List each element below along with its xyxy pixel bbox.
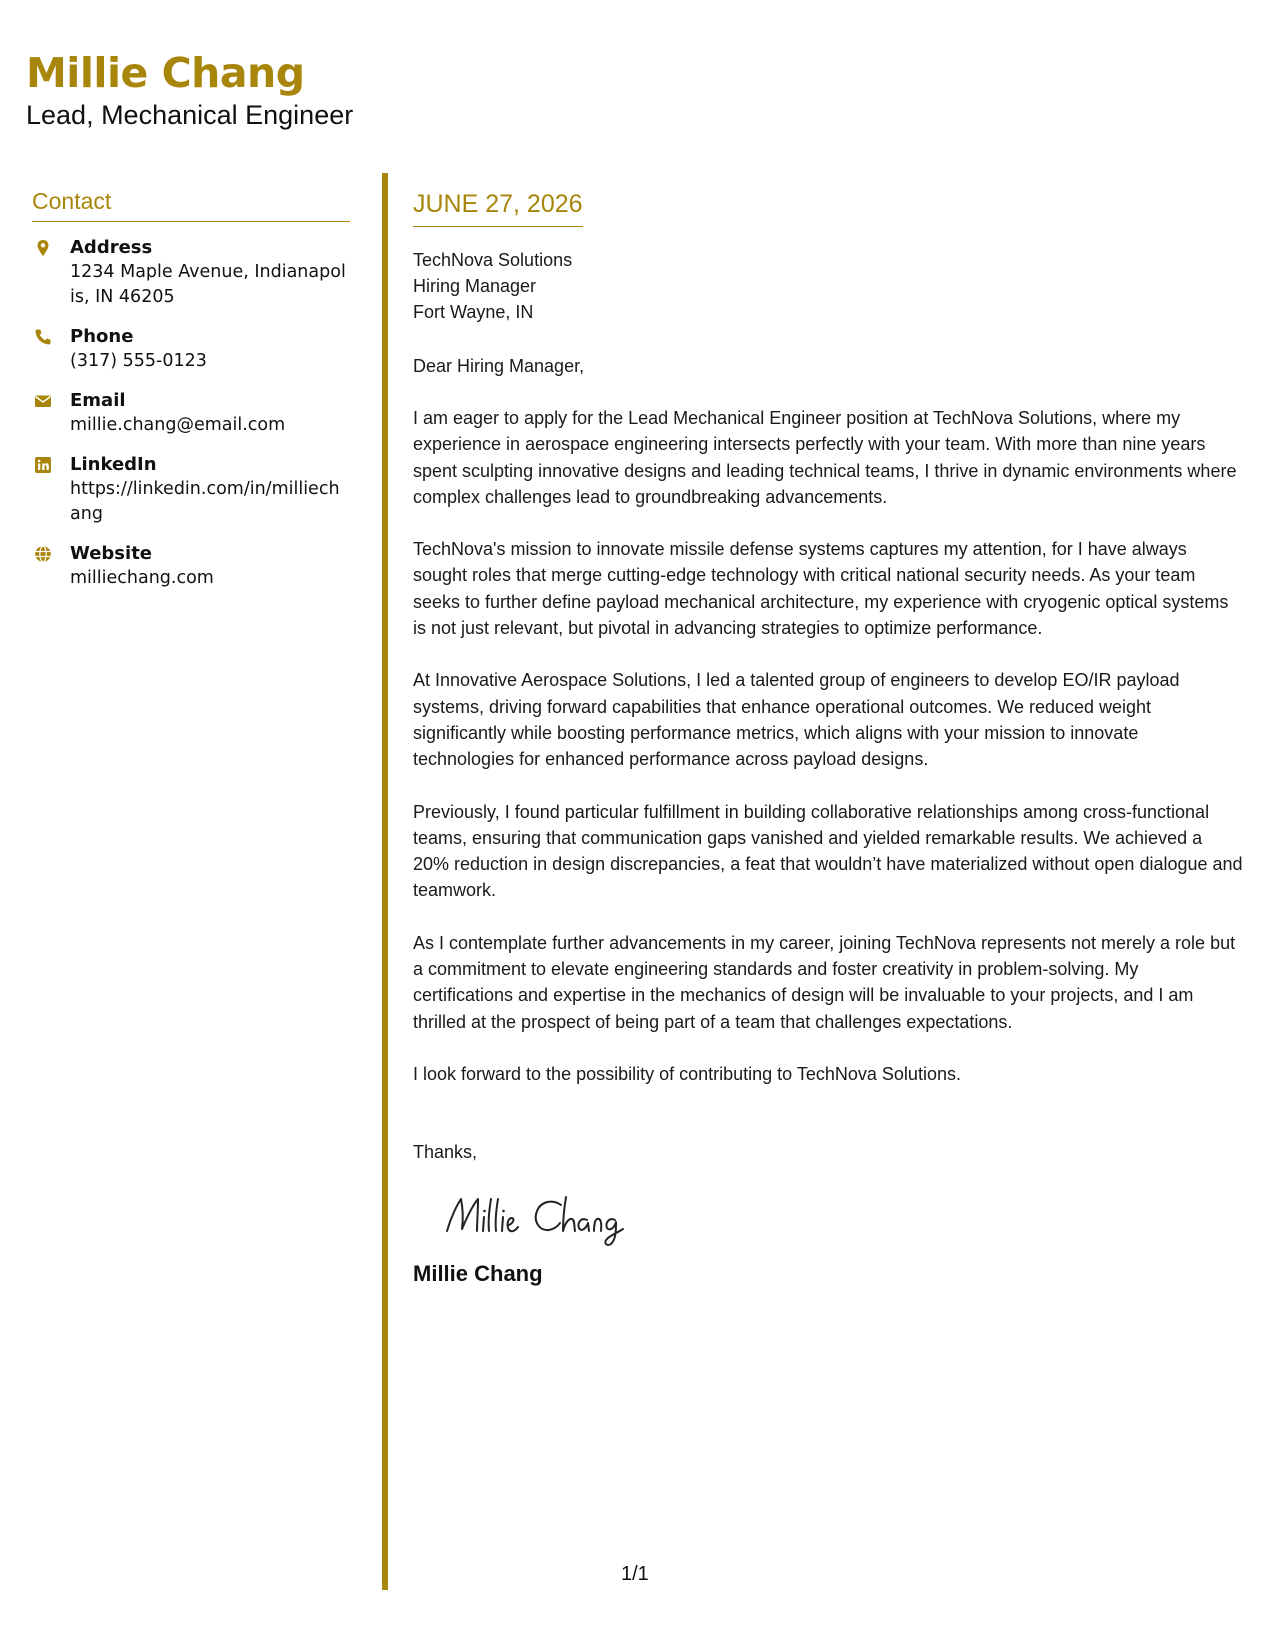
- recipient-block: [413, 247, 1243, 325]
- signed-name: Millie Chang: [413, 1261, 543, 1287]
- contact-email: [32, 389, 350, 438]
- map-pin-icon: [34, 239, 52, 257]
- paragraph-2: TechNova's mission to innovate missile defense systems captures my attention, for I have always sought roles that merge cutting-edge technology with critical national security needs. As your team seeks to further define payload mechanical architecture, my experience with cryogenic optical systems is not just relevant, but pivotal in advancing strategies to optimize performance.: [413, 539, 1229, 639]
- recipient-location: Fort Wayne, IN: [413, 302, 534, 322]
- email-value[interactable]: millie.chang@email.com: [70, 415, 286, 435]
- contact-heading: Contact: [32, 188, 350, 222]
- column-divider: [382, 173, 388, 1590]
- website-value[interactable]: milliechang.com: [70, 568, 214, 588]
- globe-icon: [34, 545, 52, 563]
- letter-header: [26, 48, 353, 132]
- contact-address: [32, 236, 350, 310]
- recipient-role: Hiring Manager: [413, 276, 537, 296]
- linkedin-value[interactable]: https://linkedin.com/in/milliechang: [70, 479, 340, 524]
- address-label: Address: [70, 237, 153, 258]
- contact-linkedin: [32, 453, 350, 527]
- address-value: 1234 Maple Avenue, Indianapolis, IN 46205: [70, 262, 346, 307]
- letter-body: [413, 190, 1243, 1288]
- contact-sidebar: [32, 188, 350, 606]
- recipient-company: TechNova Solutions: [413, 250, 573, 270]
- greeting: Dear Hiring Manager,: [413, 356, 585, 376]
- applicant-title: Lead, Mechanical Engineer: [26, 100, 354, 130]
- paragraph-1: I am eager to apply for the Lead Mechanical Engineer position at TechNova Solutions, where my experience in aerospace engineering intersects perfectly with your team. With more than nine years spent sculpting innovative designs and leading technical teams, I thrive in dynamic environments where complex challenges lead to groundbreaking advancements.: [413, 408, 1237, 507]
- paragraph-4: Previously, I found particular fulfillment in building collaborative relationships among cross-functional teams, ensuring that communication gaps vanished and yielded remarkable results. We achieved a 20% reduction in design discrepancies, a feat that wouldn’t have materialized without open dialogue and teamwork.: [413, 801, 1243, 901]
- phone-label: Phone: [70, 326, 134, 347]
- email-label: Email: [70, 390, 126, 411]
- linkedin-label: LinkedIn: [70, 454, 157, 475]
- page-number: 1/1: [621, 1563, 649, 1585]
- letter-date: JUNE 27, 2026: [413, 190, 583, 227]
- linkedin-icon: [34, 456, 52, 474]
- contact-website: [32, 542, 350, 591]
- applicant-name: Millie Chang: [26, 49, 305, 97]
- website-label: Website: [70, 543, 153, 564]
- paragraph-3: At Innovative Aerospace Solutions, I led a talented group of engineers to develop EO/IR payload systems, driving forward capabilities that enhance operational outcomes. We reduced weight significantly while boosting performance metrics, which aligns with your mission to innovate technologies for enhanced performance across payload designs.: [413, 670, 1180, 770]
- contact-phone: [32, 325, 350, 374]
- phone-value: (317) 555-0123: [70, 351, 207, 371]
- closing: Thanks,: [413, 1142, 478, 1163]
- paragraph-6: I look forward to the possibility of contributing to TechNova Solutions.: [413, 1063, 961, 1084]
- paragraph-5: As I contemplate further advancements in my career, joining TechNova represents not merely a role but a commitment to elevate engineering standards and foster creativity in problem-solving. My certifications and expertise in the mechanics of design will be invaluable to your projects, and I am thrilled at the prospect of being part of a team that challenges expectations.: [413, 932, 1236, 1032]
- envelope-icon: [34, 392, 52, 410]
- phone-icon: [34, 328, 52, 346]
- handwritten-signature: [441, 1187, 661, 1249]
